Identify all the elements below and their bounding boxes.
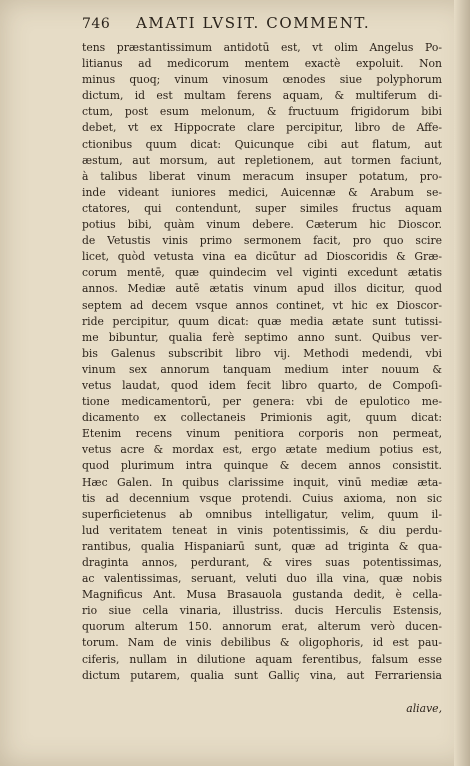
text-line: me bibuntur, qualia ferè septimo anno sunt. Quibus ver- — [82, 330, 442, 344]
text-line: ac valentissimas, seruant, veluti duo illa vina, quæ nobis — [82, 572, 442, 586]
text-line: Hæc Galen. In quibus clarissime inquit, vinū mediæ æta- — [82, 475, 442, 489]
text-line: torum. Nam de vinis debilibus & oligophoris, id est pau- — [82, 636, 442, 650]
text-line: tis ad decennium vsque protendi. Cuius axioma, non sic — [82, 491, 442, 505]
text-line: potius bibi, quàm vinum debere. Cæterum hic Dioscor. — [82, 218, 442, 232]
text-line: ctatores, qui contendunt, super similes fructus aquam — [82, 201, 442, 215]
text-line: æstum, aut morsum, aut repletionem, aut tormen faciunt, — [82, 153, 442, 167]
text-line: dictum putarem, qualia sunt Galliç vina, aut Ferrariensia — [82, 668, 442, 682]
page-number: 746 — [82, 16, 111, 32]
text-line: à talibus liberat vinum meracum insuper potatum, pro- — [82, 169, 442, 183]
text-line: corum mentē, quæ quindecim vel viginti excedunt ætatis — [82, 266, 442, 280]
text-line: rantibus, qualia Hispaniarū sunt, quæ ad triginta & qua- — [82, 539, 442, 553]
text-line: tens præstantissimum antidotū est, vt olim Angelus Po- — [82, 41, 442, 54]
text-line: rio siue cella vinaria, illustriss. ducis Herculis Estensis, — [82, 604, 442, 618]
page-header — [82, 14, 442, 36]
text-line: vinum sex annorum tanquam medium inter nouum & — [82, 362, 442, 376]
text-line: superficietenus ab omnibus intelligatur, velim, quum il- — [82, 507, 442, 521]
text-line: ride percipitur, quum dicat: quæ media ætate sunt tutissi- — [82, 314, 442, 328]
text-line: quorum alterum 150. annorum erat, alterum verò ducen- — [82, 620, 442, 634]
text-line: ctum, post esum melonum, & fructuum frigidorum bibi — [82, 105, 442, 119]
text-line: Magnificus Ant. Musa Brasauola gustanda dedit, è cella- — [82, 588, 442, 602]
text-line: quod plurimum intra quinque & decem annos consistit. — [82, 459, 442, 473]
text-line: tione medicamentorū, per genera: vbi de epulotico me- — [82, 395, 442, 409]
text-line: vetus acre & mordax est, ergo ætate medium potius est, — [82, 443, 442, 457]
catchword: aliave, — [406, 702, 442, 715]
running-head: AMATI LVSIT. COMMENT. — [136, 14, 371, 32]
text-line: vetus laudat, quod idem fecit libro quarto, de Compoſi- — [82, 378, 442, 392]
text-line: Etenim recens vinum penitiora corporis non permeat, — [82, 427, 442, 441]
text-line: licet, quòd vetusta vina ea dicūtur ad Dioscoridis & Græ- — [82, 250, 442, 264]
text-line: septem ad decem vsque annos continet, vt hic ex Dioscor- — [82, 298, 442, 312]
text-line: draginta annos, perdurant, & vires suas potentissimas, — [82, 556, 442, 569]
text-line: ctionibus quum dicat: Quicunque cibi aut flatum, aut — [82, 137, 442, 151]
text-line: inde videant iuniores medici, Auicennæ & Arabum se- — [82, 185, 442, 199]
text-line: minus quoq; vinum vinosum œnodes siue polyphorum — [82, 73, 442, 87]
text-line: ciferis, nullam in dilutione aquam ferentibus, falsum esse — [82, 652, 442, 666]
text-line: debet, vt ex Hippocrate clare percipitur, libro de Affe- — [82, 121, 442, 135]
text-line: lud veritatem teneat in vinis potentissimis, & diu perdu- — [82, 523, 442, 537]
text-line: litianus ad medicorum mentem exactè expoluit. Non — [82, 57, 442, 71]
body-text — [82, 40, 442, 684]
page-edge-shadow — [454, 0, 470, 766]
text-line: bis Galenus subscribit libro vij. Methodi medendi, vbi — [82, 346, 442, 360]
text-line: dictum, id est multam ferens aquam, & multiferum di- — [82, 89, 442, 103]
text-line: annos. Mediæ autē ætatis vinum apud illos dicitur, quod — [82, 282, 442, 296]
text-line: de Vetustis vinis primo sermonem facit, pro quo scire — [82, 234, 442, 248]
text-line: dicamento ex collectaneis Primionis agit, quum dicat: — [82, 411, 442, 425]
